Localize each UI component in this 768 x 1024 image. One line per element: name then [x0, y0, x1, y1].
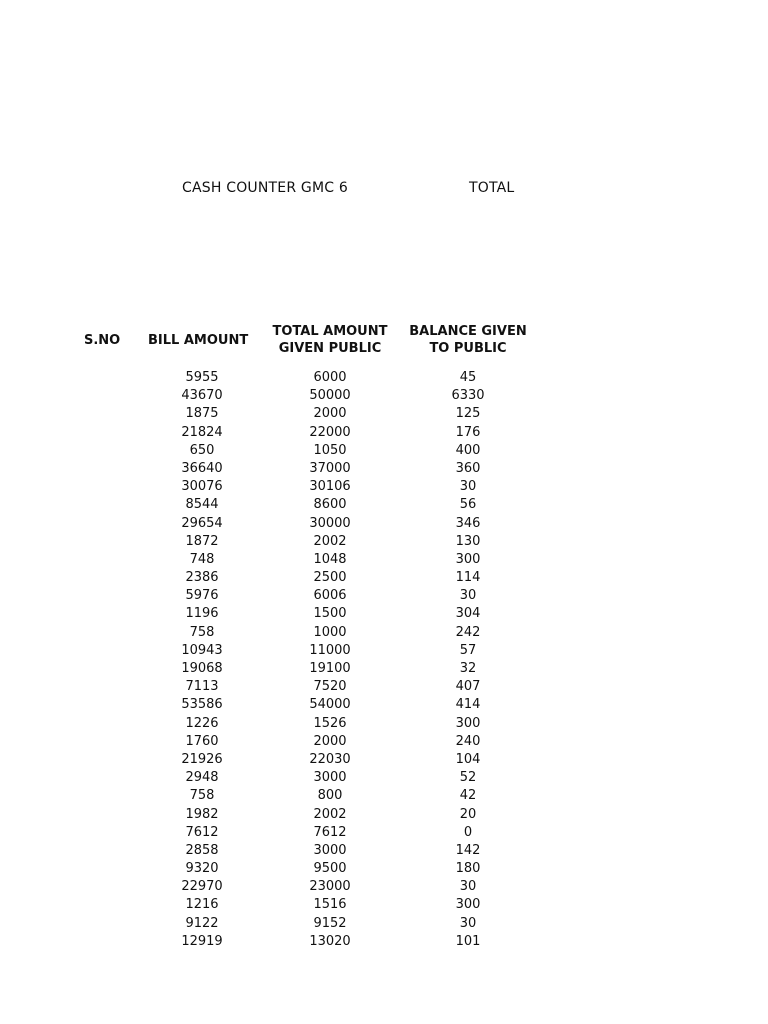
total-amount-cell: 6006: [313, 588, 347, 604]
total-amount-cell: 54000: [309, 697, 351, 713]
table-row: [0, 369, 768, 387]
total-amount-cell: 1000: [313, 624, 347, 640]
total-amount-cell: 1500: [313, 606, 347, 622]
bill-amount-cell: 2858: [185, 842, 219, 858]
total-amount-cell: 800: [317, 788, 343, 804]
bill-amount-cell: 9122: [185, 915, 219, 931]
balance-cell: 30: [459, 588, 477, 604]
table-row: [0, 587, 768, 605]
balance-cell: 300: [455, 715, 481, 731]
table-row: [0, 733, 768, 751]
header-balance: BALANCE GIVEN TO PUBLIC: [409, 324, 527, 356]
balance-cell: 45: [459, 370, 477, 385]
balance-cell: 180: [455, 861, 481, 877]
table-row: [0, 878, 768, 896]
table-row: [0, 824, 768, 842]
header-bill-amount: BILL AMOUNT: [148, 333, 249, 348]
table-row: [0, 533, 768, 551]
total-amount-cell: 1048: [313, 551, 347, 567]
total-amount-cell: 7612: [313, 824, 347, 840]
table-row: [0, 605, 768, 623]
balance-cell: 114: [455, 570, 481, 586]
total-amount-cell: 8600: [313, 497, 347, 513]
header-total-amount: TOTAL AMOUNT GIVEN PUBLIC: [272, 324, 388, 356]
total-amount-cell: 2000: [313, 406, 347, 422]
bill-amount-cell: 1875: [185, 406, 219, 422]
table-row: [0, 624, 768, 642]
bill-amount-cell: 650: [189, 442, 215, 458]
bill-amount-cell: 12919: [181, 933, 223, 949]
balance-cell: 242: [455, 624, 481, 640]
total-amount-cell: 2500: [313, 570, 347, 586]
balance-cell: 30: [459, 479, 477, 495]
total-amount-cell: 19100: [309, 661, 351, 676]
balance-cell: 101: [455, 933, 481, 949]
bill-amount-cell: 1196: [185, 606, 219, 622]
bill-amount-cell: 748: [189, 551, 215, 567]
balance-cell: 360: [455, 460, 481, 476]
bill-amount-cell: 21824: [181, 424, 223, 440]
table-row: [0, 896, 768, 914]
bill-amount-cell: 8544: [185, 497, 219, 513]
table-row: [0, 551, 768, 569]
bill-amount-cell: 30076: [181, 479, 223, 495]
total-amount-cell: 7520: [313, 679, 347, 695]
bill-amount-cell: 758: [189, 788, 215, 804]
bill-amount-cell: 1226: [185, 715, 219, 731]
bill-amount-cell: 9320: [185, 861, 219, 877]
total-amount-cell: 30106: [309, 479, 351, 495]
table-row: [0, 933, 768, 951]
total-amount-cell: 2000: [313, 733, 347, 749]
balance-cell: 104: [455, 751, 481, 767]
table-row: [0, 806, 768, 824]
total-amount-cell: 3000: [313, 770, 347, 786]
table-row: [0, 460, 768, 478]
bill-amount-cell: 1872: [185, 533, 219, 549]
total-amount-cell: 13020: [309, 933, 351, 949]
table-row: [0, 715, 768, 733]
balance-cell: 20: [459, 806, 477, 822]
total-amount-cell: 11000: [309, 642, 351, 658]
table-row: [0, 678, 768, 696]
table-row: [0, 660, 768, 678]
total-amount-cell: 22000: [309, 424, 351, 440]
table-row: [0, 478, 768, 496]
balance-cell: 125: [455, 406, 481, 422]
table-row: [0, 424, 768, 442]
bill-amount-cell: 43670: [181, 388, 223, 404]
balance-cell: 407: [455, 679, 481, 695]
bill-amount-cell: 1982: [185, 806, 219, 822]
balance-cell: 400: [455, 442, 481, 458]
balance-cell: 142: [455, 842, 481, 858]
bill-amount-cell: 22970: [181, 879, 223, 895]
bill-amount-cell: 758: [189, 624, 215, 640]
bill-amount-cell: 2386: [185, 570, 219, 586]
table-body: [0, 369, 768, 951]
total-amount-cell: 50000: [309, 388, 351, 404]
balance-cell: 176: [455, 424, 481, 440]
balance-cell: 6330: [451, 388, 485, 404]
bill-amount-cell: 7113: [185, 679, 219, 695]
total-amount-cell: 2002: [313, 806, 347, 822]
balance-cell: 300: [455, 897, 481, 913]
balance-cell: 300: [455, 551, 481, 567]
balance-cell: 304: [455, 606, 481, 622]
balance-cell: 0: [463, 824, 473, 840]
header-sno: S.NO: [84, 333, 121, 348]
table-row: [0, 751, 768, 769]
bill-amount-cell: 19068: [181, 661, 223, 676]
bill-amount-cell: 10943: [181, 642, 223, 658]
table-row: [0, 915, 768, 933]
total-amount-cell: 3000: [313, 842, 347, 858]
total-amount-cell: 9152: [313, 915, 347, 931]
balance-cell: 56: [459, 497, 477, 513]
table-row: [0, 405, 768, 423]
table-row: [0, 442, 768, 460]
table-row: [0, 787, 768, 805]
total-amount-cell: 1526: [313, 715, 347, 731]
balance-cell: 240: [455, 733, 481, 749]
bill-amount-cell: 36640: [181, 460, 223, 476]
total-amount-cell: 23000: [309, 879, 351, 895]
bill-amount-cell: 1216: [185, 897, 219, 913]
balance-cell: 30: [459, 879, 477, 895]
bill-amount-cell: 29654: [181, 515, 223, 531]
document-title: CASH COUNTER GMC 6: [182, 180, 348, 196]
balance-cell: 52: [459, 770, 477, 786]
balance-cell: 346: [455, 515, 481, 531]
total-amount-cell: 9500: [313, 861, 347, 877]
table-row: [0, 496, 768, 514]
total-amount-cell: 1516: [313, 897, 347, 913]
total-amount-cell: 37000: [309, 460, 351, 476]
total-amount-cell: 6000: [313, 370, 347, 385]
table-row: [0, 860, 768, 878]
balance-cell: 414: [455, 697, 481, 713]
bill-amount-cell: 53586: [181, 697, 223, 713]
balance-cell: 130: [455, 533, 481, 549]
bill-amount-cell: 2948: [185, 770, 219, 786]
bill-amount-cell: 1760: [185, 733, 219, 749]
total-amount-cell: 2002: [313, 533, 347, 549]
balance-cell: 32: [459, 661, 477, 676]
bill-amount-cell: 5955: [185, 370, 219, 385]
bill-amount-cell: 5976: [185, 588, 219, 604]
table-row: [0, 642, 768, 660]
total-amount-cell: 30000: [309, 515, 351, 531]
bill-amount-cell: 7612: [185, 824, 219, 840]
table-row: [0, 842, 768, 860]
table-row: [0, 569, 768, 587]
table-row: [0, 769, 768, 787]
total-amount-cell: 1050: [313, 442, 347, 458]
bill-amount-cell: 21926: [181, 751, 223, 767]
balance-cell: 57: [459, 642, 477, 658]
total-label: TOTAL: [469, 180, 515, 196]
balance-cell: 30: [459, 915, 477, 931]
table-row: [0, 696, 768, 714]
total-amount-cell: 22030: [309, 751, 351, 767]
table-row: [0, 515, 768, 533]
table-row: [0, 387, 768, 405]
balance-cell: 42: [459, 788, 477, 804]
